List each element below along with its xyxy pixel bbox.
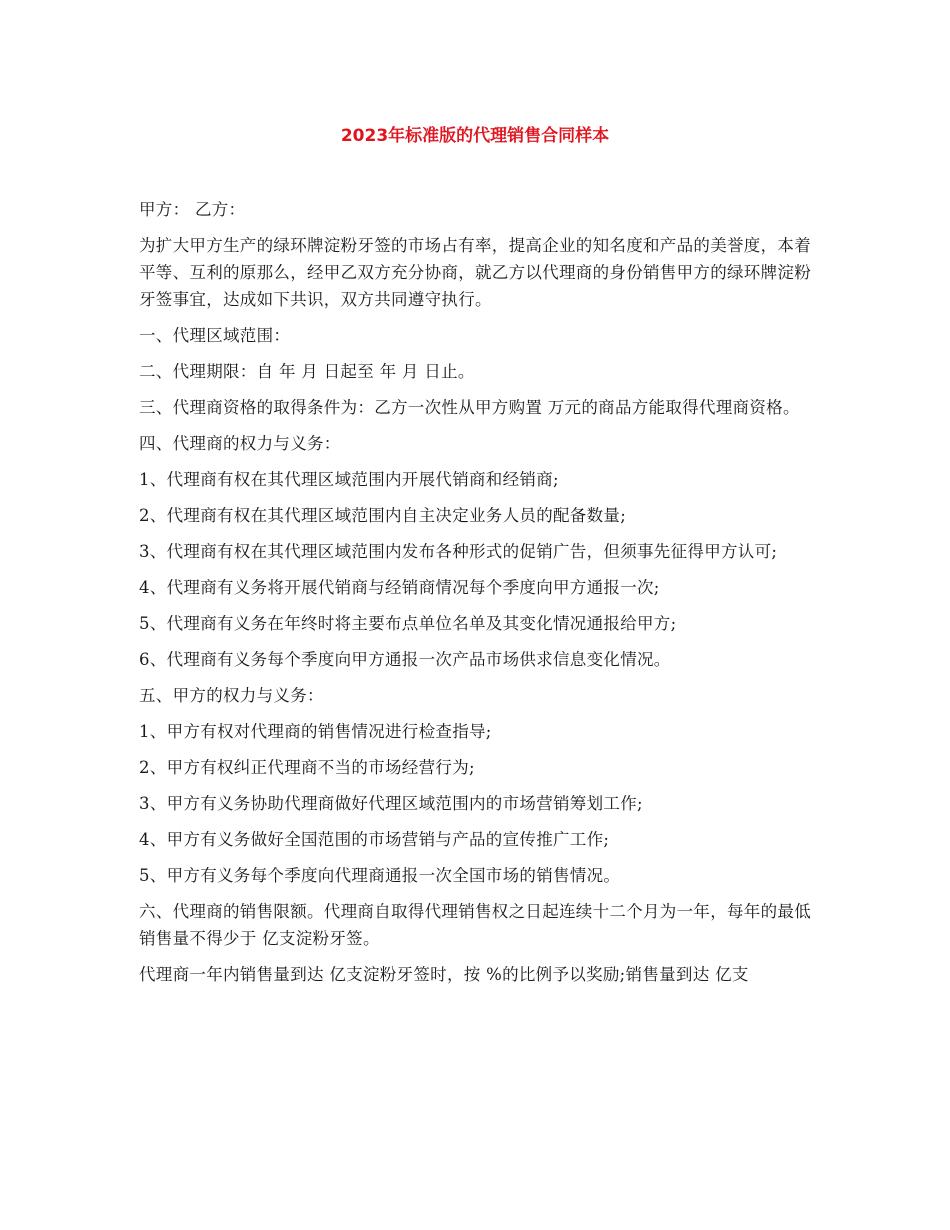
paragraph-item: 6、代理商有义务每个季度向甲方通报一次产品市场供求信息变化情况。 (139, 650, 671, 669)
paragraph-item: 2、代理商有权在其代理区域范围内自主决定业务人员的配备数量; (139, 506, 627, 525)
paragraph-preamble: 为扩大甲方生产的绿环牌淀粉牙签的市场占有率，提高企业的知名度和产品的美誉度，本着平等、互利的原那么，经甲乙双方充分协商，就乙方以代理商的身份销售甲方的绿环牌淀粉牙签事宜，达成如下共识，双方共同遵守执行。 (139, 236, 811, 309)
paragraph-item: 5、甲方有义务每个季度向代理商通报一次全国市场的销售情况。 (139, 866, 621, 885)
paragraph-item: 5、代理商有义务在年终时将主要布点单位名单及其变化情况通报给甲方; (139, 614, 677, 633)
paragraph-section-1: 一、代理区域范围： (139, 326, 291, 345)
paragraph-item: 4、代理商有义务将开展代销商与经销商情况每个季度向甲方通报一次; (139, 578, 660, 597)
paragraph-item: 2、甲方有权纠正代理商不当的市场经营行为; (139, 758, 475, 777)
paragraph-section-4: 四、代理商的权力与义务： (139, 434, 341, 453)
document-body (139, 196, 811, 997)
paragraph-item: 3、代理商有权在其代理区域范围内发布各种形式的促销广告，但须事先征得甲方认可; (139, 542, 778, 561)
paragraph-parties: 甲方： 乙方： (139, 200, 246, 219)
paragraph-section-3: 三、代理商资格的取得条件为：乙方一次性从甲方购置 万元的商品方能取得代理商资格。 (139, 398, 800, 417)
paragraph-section-2: 二、代理期限：自 年 月 日起至 年 月 日止。 (139, 362, 475, 381)
paragraph-section-5: 五、甲方的权力与义务： (139, 686, 324, 705)
paragraph-item: 1、甲方有权对代理商的销售情况进行检查指导; (139, 722, 492, 741)
paragraph-item: 1、代理商有权在其代理区域范围内开展代销商和经销商; (139, 470, 559, 489)
paragraph-item: 4、甲方有义务做好全国范围的市场营销与产品的宣传推广工作; (139, 830, 610, 849)
paragraph-section-6: 六、代理商的销售限额。代理商自取得代理销售权之日起连续十二个月为一年，每年的最低销售量不得少于 亿支淀粉牙签。 (139, 902, 811, 948)
paragraph-item: 3、甲方有义务协助代理商做好代理区域范围内的市场营销筹划工作; (139, 794, 643, 813)
document-title: 2023年标准版的代理销售合同样本 (340, 126, 610, 146)
paragraph-reward: 代理商一年内销售量到达 亿支淀粉牙签时，按 %的比例予以奖励;销售量到达 亿支 (139, 965, 749, 984)
